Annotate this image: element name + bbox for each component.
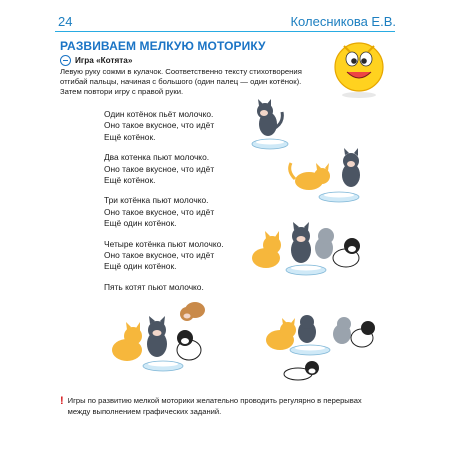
poem-stanza — [104, 109, 264, 143]
mascot-sun-icon — [330, 38, 388, 100]
game-heading — [60, 55, 132, 66]
poem-stanza — [104, 239, 264, 273]
poem-line: Оно такое вкусное, что идёт — [104, 250, 215, 261]
header-rule — [55, 31, 395, 32]
illustration-two-kittens — [289, 143, 369, 208]
poem-line: Три котёнка пьют молочко. — [104, 195, 209, 206]
author-name: Колесникова Е.В. — [290, 14, 396, 29]
illustration-one-kitten — [248, 98, 290, 153]
teacher-note — [60, 396, 400, 417]
illustration-four-kittens — [246, 218, 366, 280]
poem-line: Ещё котёнок. — [104, 175, 156, 186]
poem-line: Оно такое вкусное, что идёт — [104, 120, 215, 131]
poem-line: Один котёнок пьёт молочко. — [104, 109, 214, 119]
poem-stanza — [104, 195, 264, 229]
poem-line: Два котенка пьют молочко. — [104, 152, 210, 163]
poem-line: Оно такое вкусное, что идёт — [104, 163, 215, 174]
poem-line: Ещё один котёнок. — [104, 261, 177, 272]
page-number: 24 — [58, 14, 73, 29]
poem-line: Пять котят пьют молочко. — [104, 281, 204, 292]
exclamation-icon: ! — [60, 395, 64, 407]
poem-line: Ещё один котёнок. — [104, 218, 177, 229]
poem — [104, 109, 264, 302]
poem-line: Ещё котёнок. — [104, 131, 156, 142]
game-badge-icon — [60, 55, 71, 66]
section-title: РАЗВИВАЕМ МЕЛКУЮ МОТОРИКУ — [60, 39, 266, 53]
illustration-five-kittens-right — [262, 316, 380, 386]
note-text: Игры по развитию мелкой моторики желательно проводить регулярно в перерывах между выполнением графических заданий. — [67, 396, 362, 416]
game-title: Игра «Котята» — [75, 56, 133, 65]
poem-stanza — [104, 152, 264, 186]
game-instructions: Левую руку сожми в кулачок. Соответственно тексту стихотворения отгибай пальцы, начиная с большого (один палец — один котёнок). Затем повтори игру с правой руки. — [60, 67, 302, 97]
poem-line: Четыре котёнка пьют молочко. — [104, 238, 224, 249]
poem-line: Оно такое вкусное, что идёт — [104, 206, 215, 217]
illustration-five-kittens-left — [105, 292, 220, 377]
